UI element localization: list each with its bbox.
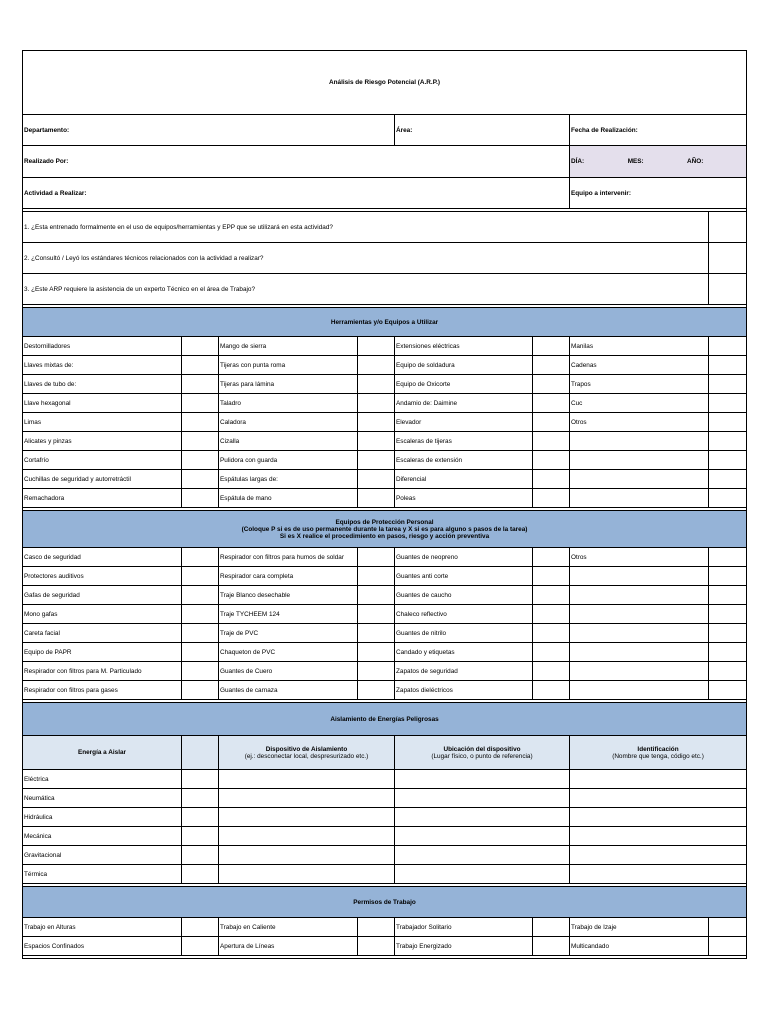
epp-item (570, 567, 709, 586)
epp-item: Zapatos dieléctricos (395, 681, 533, 700)
permits-header: Permisos de Trabajo (23, 887, 747, 918)
tool-check-cell[interactable] (182, 470, 219, 489)
epp-item (570, 586, 709, 605)
tool-check-cell[interactable] (182, 375, 219, 394)
epp-row (23, 643, 747, 662)
tool-check-cell[interactable] (182, 451, 219, 470)
epp-header (23, 511, 747, 548)
isolation-device-cell[interactable] (219, 827, 395, 846)
epp-row (23, 624, 747, 643)
epp-check-cell[interactable] (358, 605, 395, 624)
epp-check-cell[interactable] (182, 681, 219, 700)
isolation-energy: Neumática (23, 789, 182, 808)
tools-section (23, 337, 747, 508)
area-field[interactable]: Área: (395, 115, 570, 146)
epp-check-cell[interactable] (182, 567, 219, 586)
tool-item: Tijeras con punta roma (219, 356, 358, 375)
tool-check-cell[interactable] (358, 489, 395, 508)
epp-check-cell[interactable] (182, 586, 219, 605)
tool-check-cell[interactable] (709, 337, 747, 356)
epp-item: Respirador con filtros para M. Particulado (23, 662, 182, 681)
tool-item: Elevador (395, 413, 533, 432)
tool-item: Tijeras para lámina (219, 375, 358, 394)
tool-row (23, 489, 747, 508)
epp-title: Equipos de Protección Personal (335, 518, 434, 526)
epp-check-cell[interactable] (709, 586, 747, 605)
epp-check-cell[interactable] (182, 548, 219, 567)
tool-row (23, 375, 747, 394)
tool-row (23, 413, 747, 432)
permit-check-cell[interactable] (709, 937, 747, 956)
tool-item: Caladora (219, 413, 358, 432)
permit-item: Multicandado (570, 937, 709, 956)
epp-item: Otros (570, 548, 709, 567)
tool-check-cell[interactable] (358, 337, 395, 356)
tool-check-cell[interactable] (182, 337, 219, 356)
tool-check-cell[interactable] (533, 413, 570, 432)
permit-check-cell[interactable] (358, 918, 395, 937)
tool-item: Mango de sierra (219, 337, 358, 356)
isolation-row (23, 827, 747, 846)
question-1: 1. ¿Esta entrenado formalmente en el uso de equipos/herramientas y EPP que se utilizará en esta actividad? (23, 212, 709, 243)
epp-check-cell[interactable] (709, 605, 747, 624)
departamento-field[interactable]: Departamento: (23, 115, 395, 146)
tool-check-cell[interactable] (358, 394, 395, 413)
permit-item: Trabajo en Caliente (219, 918, 358, 937)
tool-check-cell[interactable] (182, 489, 219, 508)
epp-item: Respirador cara completa (219, 567, 358, 586)
epp-check-cell[interactable] (358, 662, 395, 681)
permit-row (23, 937, 747, 956)
tool-check-cell[interactable] (709, 432, 747, 451)
tool-check-cell[interactable] (533, 375, 570, 394)
epp-item: Traje de PVC (219, 624, 358, 643)
tool-item: Taladro (219, 394, 358, 413)
epp-instruction: (Coloque P si es de uso permanente durante la tarea y X si es para alguno s pasos de la tarea) (241, 525, 528, 533)
isolation-check-cell[interactable] (182, 808, 219, 827)
tool-item: Alicates y pinzas (23, 432, 182, 451)
epp-row (23, 586, 747, 605)
epp-check-cell[interactable] (358, 643, 395, 662)
epp-check-cell[interactable] (358, 548, 395, 567)
epp-check-cell[interactable] (182, 643, 219, 662)
isolation-energy: Mecánica (23, 827, 182, 846)
tool-check-cell[interactable] (533, 432, 570, 451)
epp-item: Zapatos de seguridad (395, 662, 533, 681)
permit-check-cell[interactable] (182, 918, 219, 937)
tool-row (23, 337, 747, 356)
tool-check-cell[interactable] (358, 470, 395, 489)
mes-label: MES: (627, 158, 644, 165)
tool-item: Cuc (570, 394, 709, 413)
tool-check-cell[interactable] (358, 432, 395, 451)
tool-item (570, 451, 709, 470)
tool-check-cell[interactable] (182, 356, 219, 375)
tool-item: Poleas (395, 489, 533, 508)
epp-item: Traje Blanco desechable (219, 586, 358, 605)
epp-item: Guantes de caucho (395, 586, 533, 605)
epp-check-cell[interactable] (182, 624, 219, 643)
isolation-col-energy: Energía a Aislar (23, 736, 182, 770)
epp-item: Protectores auditivos (23, 567, 182, 586)
tool-item: Diferencial (395, 470, 533, 489)
epp-item: Respirador con filtros para humos de soldar (219, 548, 358, 567)
tool-check-cell[interactable] (182, 394, 219, 413)
isolation-id-cell[interactable] (570, 846, 747, 865)
epp-check-cell[interactable] (709, 548, 747, 567)
tool-item: Equipo de soldadura (395, 356, 533, 375)
tool-check-cell[interactable] (533, 470, 570, 489)
isolation-check-cell[interactable] (182, 846, 219, 865)
tool-row (23, 451, 747, 470)
epp-item: Guantes de neopreno (395, 548, 533, 567)
isolation-check-cell[interactable] (182, 789, 219, 808)
isolation-col-device (219, 736, 395, 770)
question-2: 2. ¿Consultó / Leyó los estándares técnicos relacionados con la actividad a realizar? (23, 243, 709, 274)
epp-item (570, 605, 709, 624)
isolation-col-device-title: Dispositivo de Aislamiento (265, 745, 348, 753)
epp-check-cell[interactable] (533, 567, 570, 586)
tool-check-cell[interactable] (533, 337, 570, 356)
tool-check-cell[interactable] (709, 356, 747, 375)
isolation-location-cell[interactable] (395, 846, 570, 865)
tool-item: Escaleras de tijeras (395, 432, 533, 451)
question-2-answer[interactable] (709, 243, 747, 274)
tool-check-cell[interactable] (358, 413, 395, 432)
tool-check-cell[interactable] (358, 451, 395, 470)
epp-item: Traje TYCHEEM 124 (219, 605, 358, 624)
tools-header: Herramientas y/o Equipos a Utilizar (23, 308, 747, 337)
tool-check-cell[interactable] (709, 451, 747, 470)
isolation-col-location (395, 736, 570, 770)
tool-item: Remachadora (23, 489, 182, 508)
epp-check-cell[interactable] (709, 681, 747, 700)
tool-check-cell[interactable] (533, 489, 570, 508)
tool-check-cell[interactable] (358, 356, 395, 375)
isolation-energy: Hidráulica (23, 808, 182, 827)
isolation-location-cell[interactable] (395, 770, 570, 789)
tool-check-cell[interactable] (182, 432, 219, 451)
tool-item: Llaves de tubo de: (23, 375, 182, 394)
tool-item: Andamio de: Daimine (395, 394, 533, 413)
permit-item: Trabajo en Alturas (23, 918, 182, 937)
tool-row (23, 394, 747, 413)
epp-item: Equipo de PAPR (23, 643, 182, 662)
epp-item: Guantes de nitrilo (395, 624, 533, 643)
tool-item (570, 432, 709, 451)
question-1-answer[interactable] (709, 212, 747, 243)
isolation-id-cell[interactable] (570, 865, 747, 884)
dia-label: DÍA: (571, 158, 585, 165)
epp-item: Mono gafas (23, 605, 182, 624)
permit-check-cell[interactable] (182, 937, 219, 956)
epp-row (23, 605, 747, 624)
tool-check-cell[interactable] (709, 489, 747, 508)
tool-item: Escaleras de extensión (395, 451, 533, 470)
epp-item (570, 624, 709, 643)
epp-check-cell[interactable] (533, 605, 570, 624)
isolation-location-cell[interactable] (395, 827, 570, 846)
tool-item: Llaves mixtas de: (23, 356, 182, 375)
isolation-col-device-note: (ej.: desconectar local, despresurizado etc.) (244, 752, 369, 760)
tool-item: Destornilladores (23, 337, 182, 356)
tool-item: Trapos (570, 375, 709, 394)
tool-check-cell[interactable] (709, 413, 747, 432)
epp-item (570, 681, 709, 700)
epp-row (23, 681, 747, 700)
epp-check-cell[interactable] (709, 567, 747, 586)
isolation-device-cell[interactable] (219, 770, 395, 789)
tool-check-cell[interactable] (709, 470, 747, 489)
permit-item: Trabajo de Izaje (570, 918, 709, 937)
question-3: 3. ¿Este ARP requiere la asistencia de un experto Técnico en el área de Trabajo? (23, 274, 709, 305)
epp-item: Casco de seguridad (23, 548, 182, 567)
arp-form (22, 50, 746, 959)
isolation-id-cell[interactable] (570, 789, 747, 808)
isolation-header: Aislamiento de Energías Peligrosas (23, 703, 747, 736)
epp-row (23, 567, 747, 586)
epp-check-cell[interactable] (358, 624, 395, 643)
tool-check-cell[interactable] (533, 356, 570, 375)
isolation-energy: Eléctrica (23, 770, 182, 789)
isolation-check-cell[interactable] (182, 827, 219, 846)
permit-item: Trabajador Solitario (395, 918, 533, 937)
epp-item: Guantes anti corte (395, 567, 533, 586)
tool-item (570, 470, 709, 489)
epp-item (570, 662, 709, 681)
tool-item: Pulidora con guarda (219, 451, 358, 470)
epp-check-cell[interactable] (709, 643, 747, 662)
isolation-location-cell[interactable] (395, 789, 570, 808)
equipo-field[interactable]: Equipo a intervenir: (570, 178, 747, 209)
tool-row (23, 432, 747, 451)
isolation-energy: Gravitacional (23, 846, 182, 865)
epp-check-cell[interactable] (533, 643, 570, 662)
tool-row (23, 356, 747, 375)
epp-row (23, 548, 747, 567)
epp-check-cell[interactable] (533, 548, 570, 567)
epp-check-cell[interactable] (709, 662, 747, 681)
tool-item: Cizalla (219, 432, 358, 451)
tool-item: Espátulas largas de: (219, 470, 358, 489)
permit-item: Trabajo Energizado (395, 937, 533, 956)
question-3-answer[interactable] (709, 274, 747, 305)
permit-check-cell[interactable] (533, 918, 570, 937)
isolation-col-location-title: Ubicación del dispositivo (443, 745, 521, 753)
epp-item: Guantes de Cuero (219, 662, 358, 681)
epp-check-cell[interactable] (358, 681, 395, 700)
isolation-row (23, 808, 747, 827)
epp-item: Respirador con filtros para gases (23, 681, 182, 700)
permit-check-cell[interactable] (358, 937, 395, 956)
tool-item: Limas (23, 413, 182, 432)
epp-check-cell[interactable] (709, 624, 747, 643)
epp-check-cell[interactable] (533, 662, 570, 681)
epp-item: Guantes de carnaza (219, 681, 358, 700)
isolation-device-cell[interactable] (219, 808, 395, 827)
isolation-device-cell[interactable] (219, 846, 395, 865)
tool-item: Equipo de Oxicorte (395, 375, 533, 394)
tool-item: Llave hexagonal (23, 394, 182, 413)
isolation-col-id (570, 736, 747, 770)
epp-check-cell[interactable] (533, 681, 570, 700)
realizado-field[interactable]: Realizado Por: (23, 146, 570, 178)
tool-check-cell[interactable] (358, 375, 395, 394)
permits-section (23, 918, 747, 956)
isolation-id-cell[interactable] (570, 827, 747, 846)
permit-row (23, 918, 747, 937)
date-field[interactable] (570, 146, 747, 178)
isolation-section (23, 770, 747, 884)
epp-item: Candado y etiquetas (395, 643, 533, 662)
form-title: Análisis de Riesgo Potencial (A.R.P.) (23, 51, 747, 115)
isolation-location-cell[interactable] (395, 808, 570, 827)
tool-item: Cadenas (570, 356, 709, 375)
epp-row (23, 662, 747, 681)
tool-item: Extensiones eléctricas (395, 337, 533, 356)
isolation-id-cell[interactable] (570, 770, 747, 789)
permit-check-cell[interactable] (709, 918, 747, 937)
tool-row (23, 470, 747, 489)
permit-item: Apertura de Líneas (219, 937, 358, 956)
ano-label: AÑO: (687, 158, 704, 165)
tool-item: Cuchillas de seguridad y autorretráctil (23, 470, 182, 489)
epp-check-cell[interactable] (533, 624, 570, 643)
isolation-device-cell[interactable] (219, 789, 395, 808)
isolation-energy: Térmica (23, 865, 182, 884)
epp-check-cell[interactable] (182, 605, 219, 624)
isolation-row (23, 770, 747, 789)
isolation-check-cell[interactable] (182, 770, 219, 789)
isolation-row (23, 846, 747, 865)
actividad-field[interactable]: Actividad a Realizar: (23, 178, 570, 209)
epp-check-cell[interactable] (533, 586, 570, 605)
tool-item: Otros (570, 413, 709, 432)
tool-item (570, 489, 709, 508)
epp-check-cell[interactable] (358, 586, 395, 605)
epp-check-cell[interactable] (182, 662, 219, 681)
epp-item: Gafas de seguridad (23, 586, 182, 605)
permit-check-cell[interactable] (533, 937, 570, 956)
permit-item: Espacios Confinados (23, 937, 182, 956)
isolation-col-id-title: Identificación (637, 745, 679, 753)
fecha-field[interactable]: Fecha de Realización: (570, 115, 747, 146)
epp-item (570, 643, 709, 662)
isolation-col-id-note: (Nombre que tenga, código etc.) (612, 752, 704, 760)
epp-note: Si es X realice el procedimiento en pasos, riesgo y acción preventiva (279, 532, 490, 540)
tool-check-cell[interactable] (533, 394, 570, 413)
epp-item: Careta facial (23, 624, 182, 643)
tool-check-cell[interactable] (533, 451, 570, 470)
isolation-device-cell[interactable] (219, 865, 395, 884)
tool-check-cell[interactable] (709, 394, 747, 413)
isolation-col-location-note: (Lugar físico, o punto de referencia) (431, 752, 533, 760)
epp-item: Chaqueton de PVC (219, 643, 358, 662)
tool-item: Cortafrío (23, 451, 182, 470)
tool-check-cell[interactable] (709, 375, 747, 394)
isolation-row (23, 789, 747, 808)
isolation-row (23, 865, 747, 884)
epp-check-cell[interactable] (358, 567, 395, 586)
epp-section (23, 548, 747, 700)
tool-check-cell[interactable] (182, 413, 219, 432)
tool-item: Manilas (570, 337, 709, 356)
isolation-id-cell[interactable] (570, 808, 747, 827)
isolation-check-cell[interactable] (182, 865, 219, 884)
epp-item: Chaleco reflectivo (395, 605, 533, 624)
tool-item: Espátula de mano (219, 489, 358, 508)
isolation-location-cell[interactable] (395, 865, 570, 884)
